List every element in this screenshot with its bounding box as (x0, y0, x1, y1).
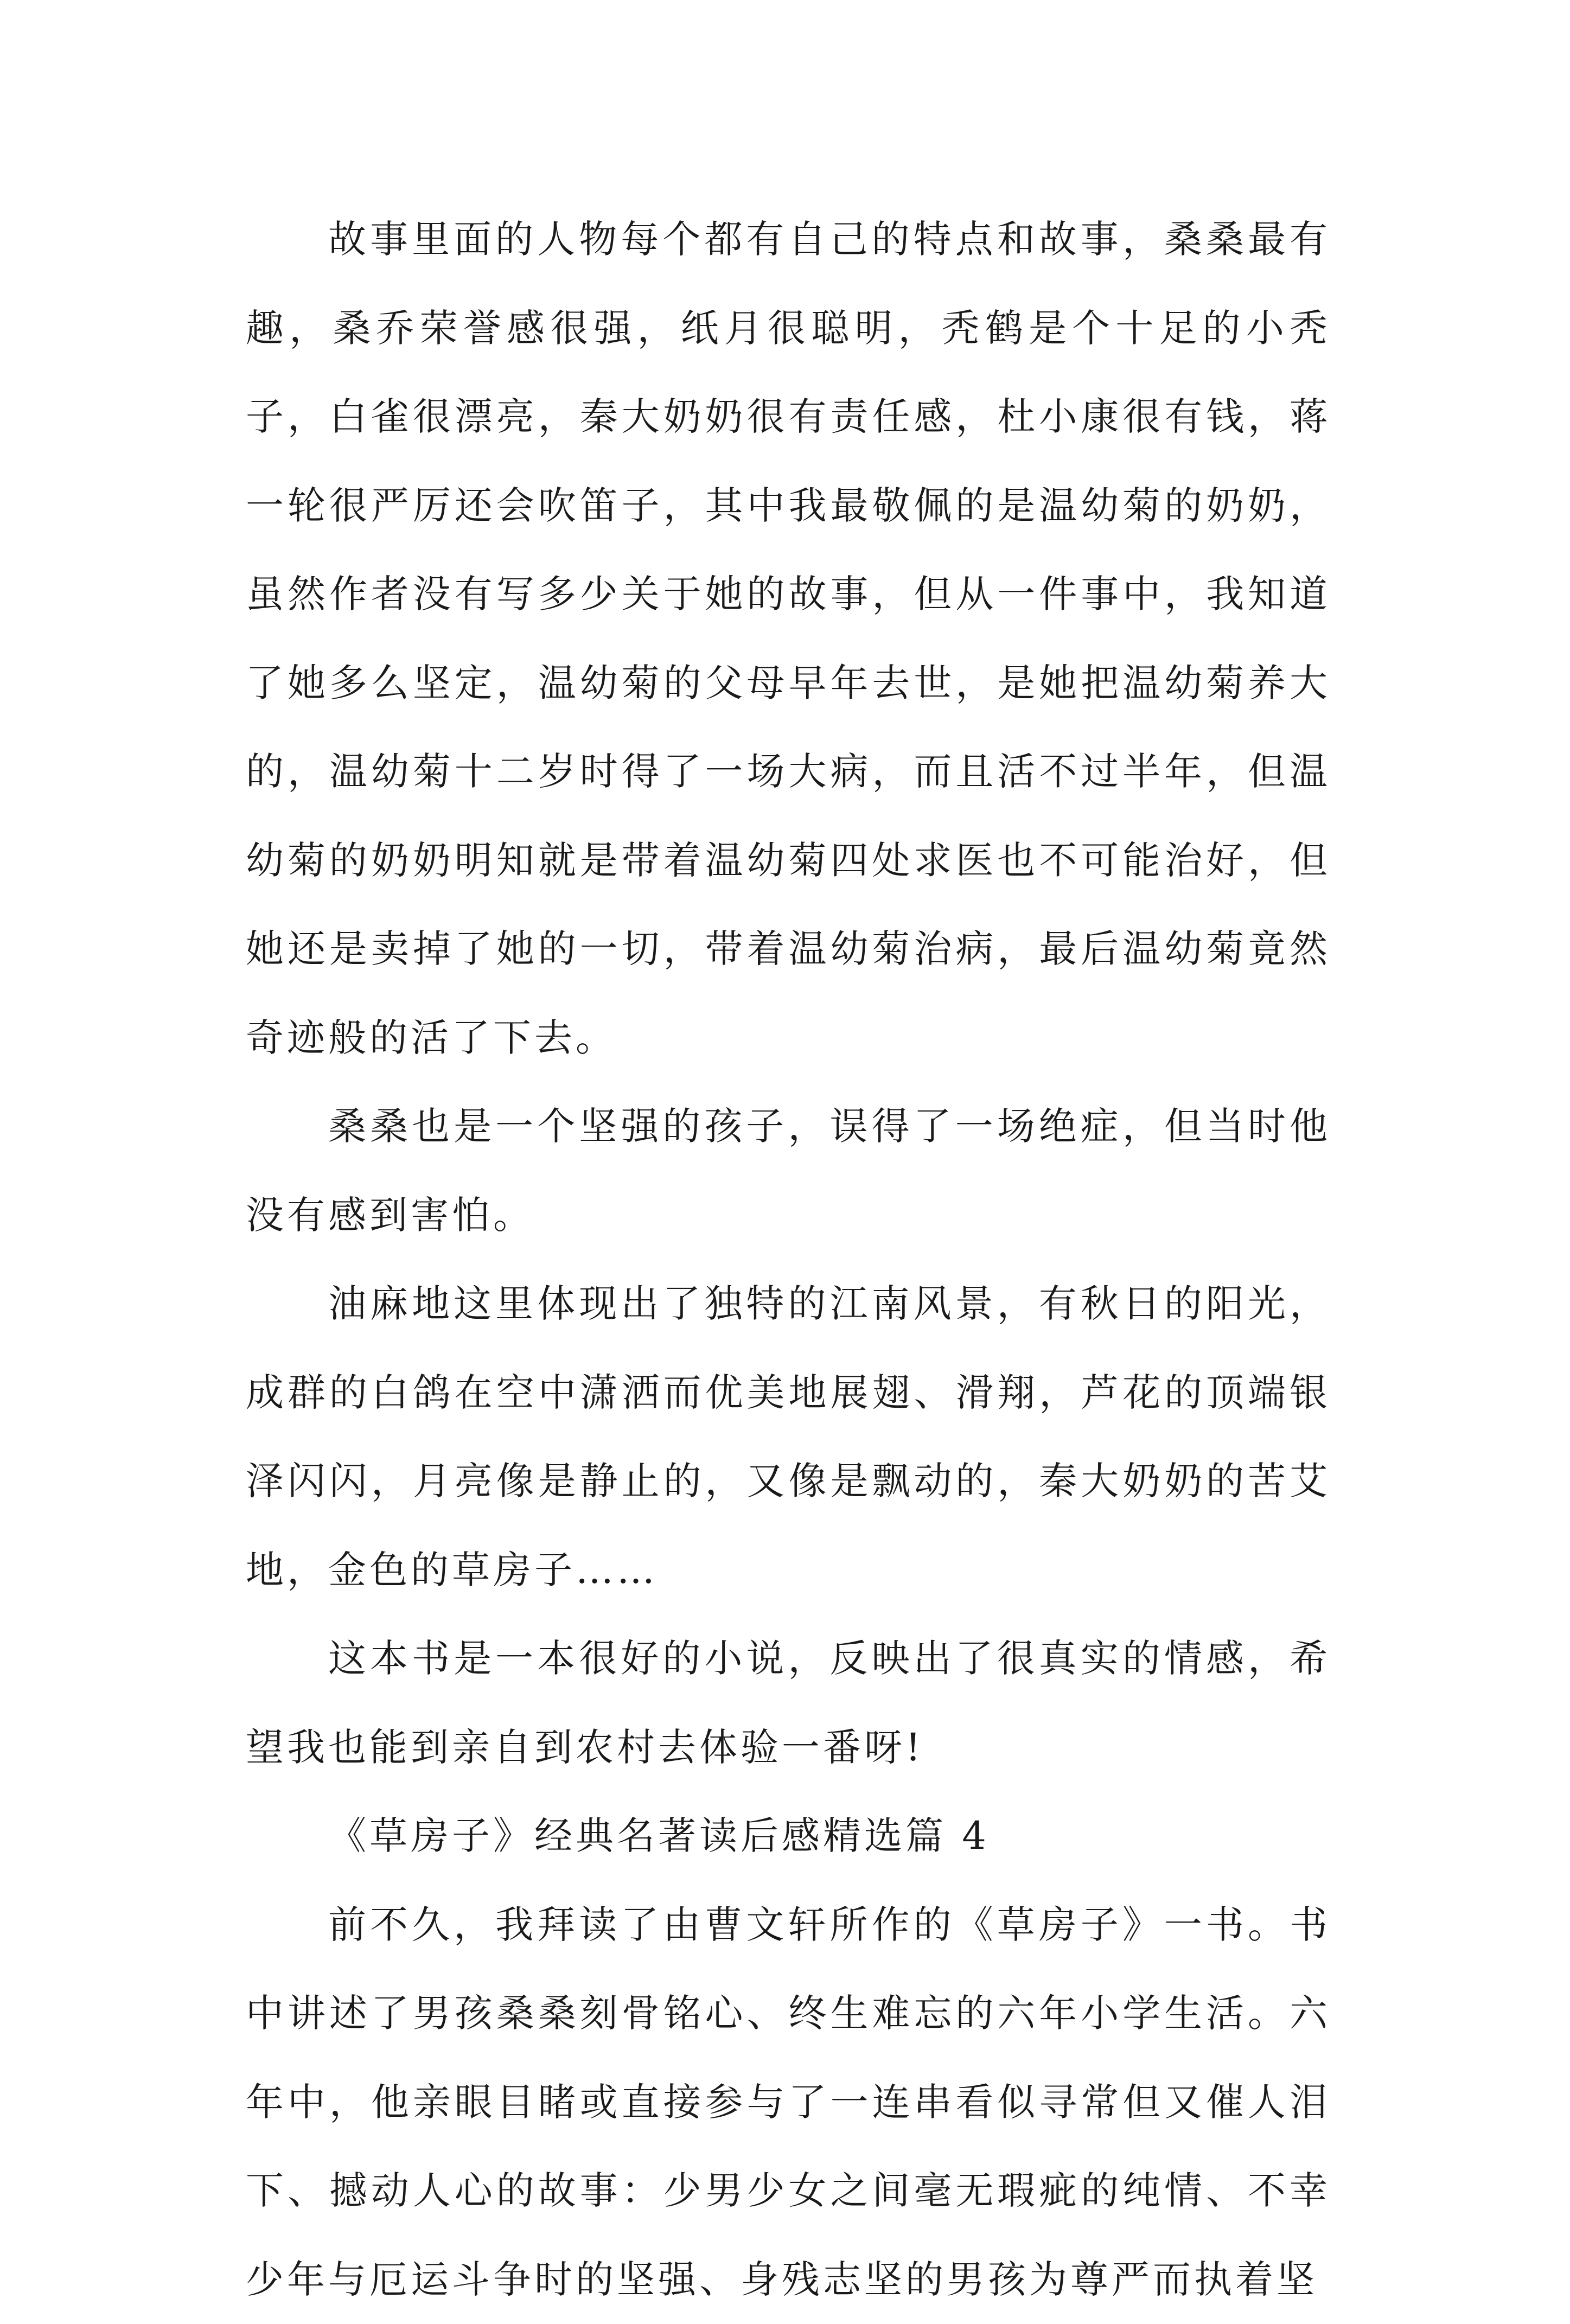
paragraph: 这本书是一本很好的小说，反映出了很真实的情感，希望我也能到亲自到农村去体验一番呀! (246, 1614, 1331, 1792)
paragraph: 油麻地这里体现出了独特的江南风景，有秋日的阳光，成群的白鸽在空中潇洒而优美地展翅、滑翔，芦花的顶端银泽闪闪，月亮像是静止的，又像是飘动的，秦大奶奶的苦艾地，金色的草房子…… (246, 1260, 1331, 1614)
paragraph: 桑桑也是一个坚强的孩子，误得了一场绝症，但当时他没有感到害怕。 (246, 1082, 1331, 1260)
paragraph: 前不久，我拜读了由曹文轩所作的《草房子》一书。书中讲述了男孩桑桑刻骨铭心、终生难忘的六年小学生活。六年中，他亲眼目睹或直接参与了一连串看似寻常但又催人泪下、撼动人心的故事：少男少女之间毫无瑕疵的纯情、不幸少年与厄运斗争时的坚强、身残志坚的男孩为尊严而执着坚 (246, 1881, 1331, 2324)
section-heading: 《草房子》经典名著读后感精选篇 4 (246, 1792, 1331, 1881)
paragraph: 故事里面的人物每个都有自己的特点和故事，桑桑最有趣，桑乔荣誉感很强，纸月很聪明，秃鹤是个十足的小秃子，白雀很漂亮，秦大奶奶很有责任感，杜小康很有钱，蒋一轮很严厉还会吹笛子，其中我最敬佩的是温幼菊的奶奶，虽然作者没有写多少关于她的故事，但从一件事中，我知道了她多么坚定，温幼菊的父母早年去世，是她把温幼菊养大的，温幼菊十二岁时得了一场大病，而且活不过半年，但温幼菊的奶奶明知就是带着温幼菊四处求医也不可能治好，但她还是卖掉了她的一切，带着温幼菊治病，最后温幼菊竟然奇迹般的活了下去。 (246, 195, 1331, 1082)
document-body (246, 195, 1331, 2324)
